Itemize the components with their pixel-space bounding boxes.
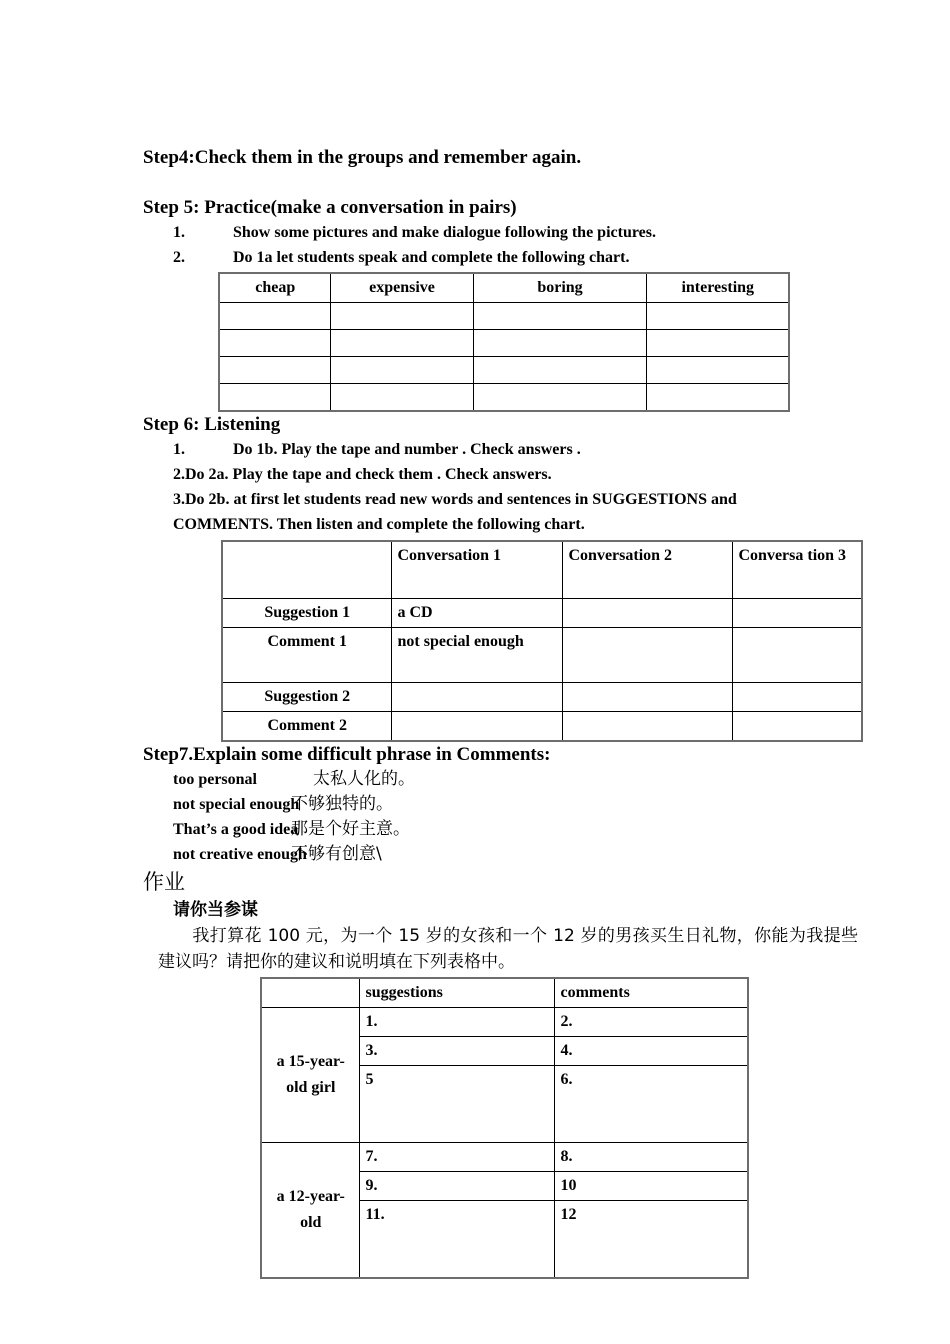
phrase-row-3 — [143, 817, 873, 842]
phrase-english-2: not special enough — [173, 796, 300, 813]
table2-corner-cell — [222, 541, 391, 599]
table-header-row — [261, 978, 748, 1008]
homework-table — [260, 977, 749, 1279]
table1-cell[interactable] — [646, 357, 789, 384]
homework-paragraph — [143, 923, 858, 975]
phrase-chinese-1: 太私人化的。 — [313, 769, 415, 789]
step6-item-1 — [143, 437, 873, 462]
table3-suggestion-cell[interactable]: 11. — [359, 1201, 554, 1279]
step6-item-1-text: Do 1b. Play the tape and number . Check answers . — [233, 441, 581, 458]
table-row — [219, 330, 789, 357]
homework-heading: 作业 — [143, 870, 185, 894]
table1-cell[interactable] — [219, 384, 330, 412]
table2-row-label-comment-2: Comment 2 — [222, 712, 391, 742]
phrase-row-4 — [143, 842, 873, 867]
step5-item-1 — [143, 220, 873, 245]
table2-cell[interactable]: a CD — [391, 599, 562, 628]
conversation-table — [221, 540, 863, 742]
conversation-table-wrapper — [221, 540, 873, 742]
table2-cell[interactable] — [732, 712, 862, 742]
table3-comment-cell[interactable]: 8. — [554, 1143, 748, 1172]
step5-list — [143, 220, 873, 270]
table1-header-expensive: expensive — [330, 273, 473, 303]
table2-cell[interactable] — [562, 712, 732, 742]
table1-cell[interactable] — [473, 303, 646, 330]
table1-cell[interactable] — [473, 357, 646, 384]
table3-header-suggestions: suggestions — [359, 978, 554, 1008]
table2-cell[interactable]: not special enough — [391, 628, 562, 683]
table3-corner-cell — [261, 978, 359, 1008]
table1-cell[interactable] — [646, 303, 789, 330]
phrase-english-3: That’s a good idea — [173, 821, 299, 838]
step6-item-2: 2.Do 2a. Play the tape and check them . Check answers. — [173, 466, 552, 483]
table-row — [261, 1143, 748, 1172]
phrase-english-4: not creative enough — [173, 846, 307, 863]
table1-header-boring: boring — [473, 273, 646, 303]
phrase-chinese-3: 那是个好主意。 — [291, 819, 410, 839]
table3-comment-cell[interactable]: 6. — [554, 1066, 748, 1143]
table2-row-label-suggestion-2: Suggestion 2 — [222, 683, 391, 712]
table2-header-conversation-3: Conversa tion 3 — [732, 541, 862, 599]
step7-heading: Step7.Explain some difficult phrase in Comments: — [143, 744, 551, 765]
table2-cell[interactable] — [732, 683, 862, 712]
table-row — [219, 357, 789, 384]
table3-group-label-girl: a 15-year-old girl — [261, 1008, 359, 1143]
table-header-row — [222, 541, 862, 599]
table1-cell[interactable] — [330, 330, 473, 357]
table3-comment-cell[interactable]: 10 — [554, 1172, 748, 1201]
step6-item-1-number: 1. — [173, 441, 185, 458]
table-row — [261, 1008, 748, 1037]
step5-item-2 — [143, 245, 873, 270]
spacer — [143, 170, 873, 195]
table2-cell[interactable] — [391, 712, 562, 742]
table3-suggestion-cell[interactable]: 1. — [359, 1008, 554, 1037]
table2-cell[interactable] — [732, 599, 862, 628]
step5-item-2-number: 2. — [173, 249, 185, 266]
table2-cell[interactable] — [732, 628, 862, 683]
table3-comment-cell[interactable]: 2. — [554, 1008, 748, 1037]
table2-header-conversation-2: Conversation 2 — [562, 541, 732, 599]
table-row — [222, 712, 862, 742]
table2-cell[interactable] — [391, 683, 562, 712]
table-row — [219, 384, 789, 412]
table2-cell[interactable] — [562, 683, 732, 712]
phrase-english-1: too personal — [173, 771, 257, 788]
table1-cell[interactable] — [219, 303, 330, 330]
table1-cell[interactable] — [330, 357, 473, 384]
table2-cell[interactable] — [562, 599, 732, 628]
adjectives-table-wrapper — [218, 272, 873, 412]
step6-list — [143, 437, 873, 537]
step4-heading: Step4:Check them in the groups and remember again. — [143, 147, 582, 168]
phrase-chinese-2: 不够独特的。 — [291, 794, 393, 814]
table-row — [222, 683, 862, 712]
table3-suggestion-cell[interactable]: 9. — [359, 1172, 554, 1201]
table1-cell[interactable] — [219, 330, 330, 357]
table-row — [222, 599, 862, 628]
table1-cell[interactable] — [219, 357, 330, 384]
table2-cell[interactable] — [562, 628, 732, 683]
table3-suggestion-cell[interactable]: 3. — [359, 1037, 554, 1066]
homework-subheading: 请你当参谋 — [173, 900, 258, 920]
document-content — [143, 145, 873, 1279]
table1-cell[interactable] — [330, 384, 473, 412]
table-row — [222, 628, 862, 683]
table1-header-cheap: cheap — [219, 273, 330, 303]
table1-cell[interactable] — [646, 330, 789, 357]
step5-item-1-text: Show some pictures and make dialogue following the pictures. — [233, 224, 656, 241]
table1-header-interesting: interesting — [646, 273, 789, 303]
table-row — [219, 303, 789, 330]
table3-comment-cell[interactable]: 12 — [554, 1201, 748, 1279]
table2-header-conversation-1: Conversation 1 — [391, 541, 562, 599]
phrase-chinese-4: 不够有创意\ — [291, 844, 382, 864]
step5-item-1-number: 1. — [173, 224, 185, 241]
table1-cell[interactable] — [330, 303, 473, 330]
step6-heading: Step 6: Listening — [143, 414, 281, 435]
phrase-row-1 — [143, 767, 873, 792]
step5-heading: Step 5: Practice(make a conversation in pairs) — [143, 197, 517, 218]
table-header-row — [219, 273, 789, 303]
table3-group-label-boy: a 12-year-old — [261, 1143, 359, 1279]
homework-table-wrapper — [260, 977, 873, 1279]
table1-cell[interactable] — [473, 384, 646, 412]
table2-row-label-comment-1: Comment 1 — [222, 628, 391, 683]
step6-item-3: 3.Do 2b. at first let students read new words and sentences in SUGGESTIONS and COMMENTS. Then listen and complete the following chart. — [173, 491, 737, 533]
homework-paragraph-text: 我打算花 100 元，为一个 15 岁的女孩和一个 12 岁的男孩买生日礼物，你能为我提些建议吗？请把你的建议和说明填在下列表格中。 — [158, 926, 858, 972]
table3-comment-cell[interactable]: 4. — [554, 1037, 748, 1066]
table2-row-label-suggestion-1: Suggestion 1 — [222, 599, 391, 628]
phrase-row-2 — [143, 792, 873, 817]
table3-suggestion-cell[interactable]: 5 — [359, 1066, 554, 1143]
table1-cell[interactable] — [646, 384, 789, 412]
adjectives-table — [218, 272, 790, 412]
table1-cell[interactable] — [473, 330, 646, 357]
table3-header-comments: comments — [554, 978, 748, 1008]
table3-suggestion-cell[interactable]: 7. — [359, 1143, 554, 1172]
step7-phrase-list — [143, 767, 873, 867]
step5-item-2-text: Do 1a let students speak and complete the following chart. — [233, 249, 630, 266]
